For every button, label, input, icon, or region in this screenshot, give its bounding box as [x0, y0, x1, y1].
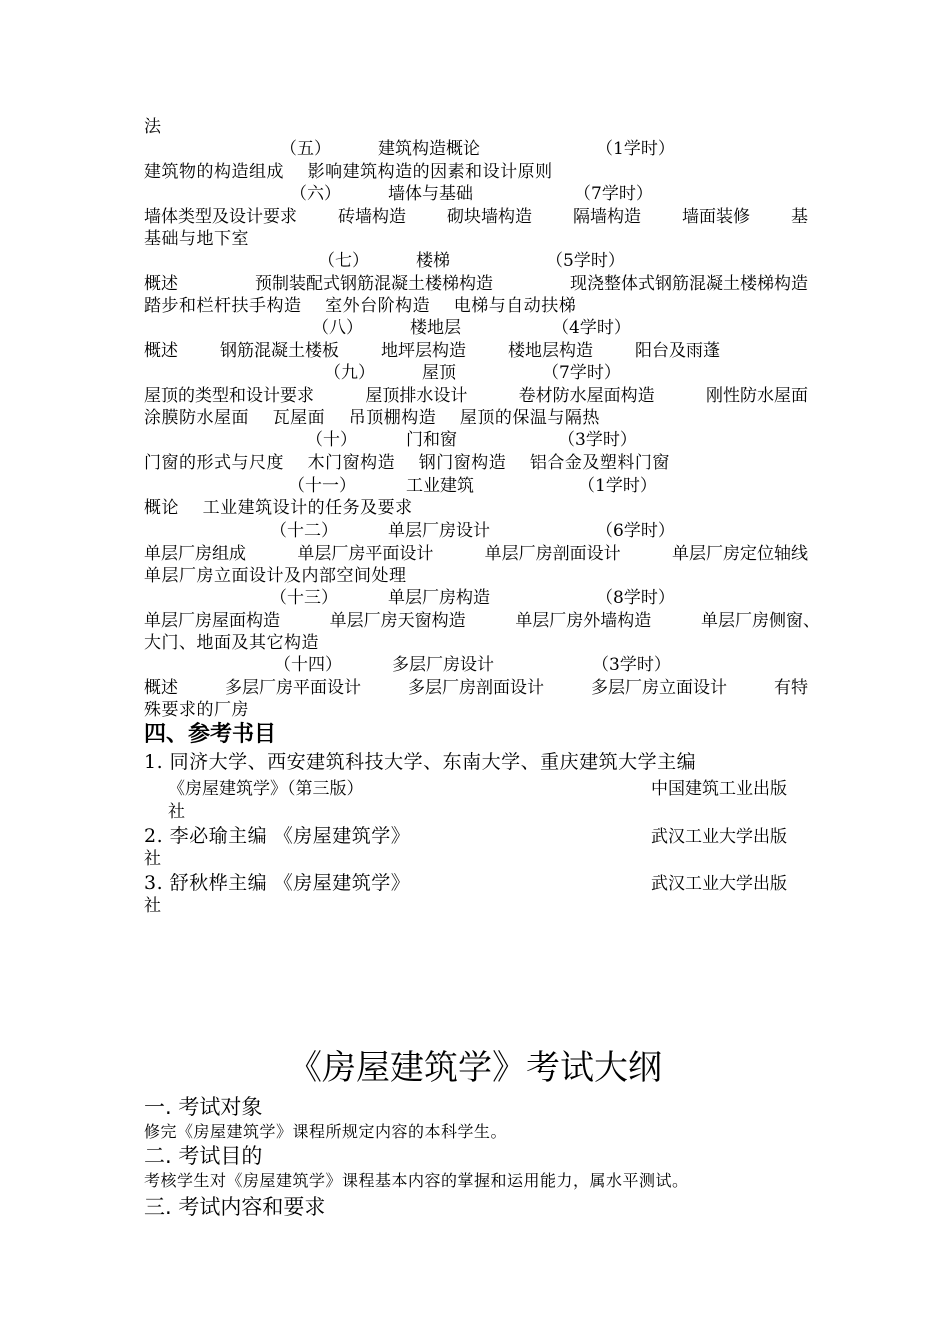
chapter-heading	[0, 520, 950, 542]
topic-row	[144, 206, 808, 228]
chapter-number: （六）	[290, 184, 341, 204]
reference-3: 3. 舒秋桦主编 《房屋建筑学》	[144, 872, 411, 894]
chapter-hours: （8学时）	[596, 588, 675, 608]
topic: 墙面装修	[682, 207, 750, 227]
topic: 单层厂房侧窗、	[700, 611, 820, 631]
chapter-hours: （1学时）	[578, 476, 657, 496]
chapter-name: 门和窗	[406, 430, 457, 450]
reference-1-publisher-tail: 社	[168, 802, 185, 822]
exam-section-1-text: 修完《房屋建筑学》课程所规定内容的本科学生。	[144, 1122, 508, 1141]
text-line: 基础与地下室	[144, 229, 249, 249]
topic: 概述	[144, 341, 178, 361]
chapter-heading	[0, 250, 950, 272]
chapter-number: （十四）	[274, 655, 342, 675]
topic: 单层厂房剖面设计	[484, 544, 621, 564]
chapter-number: （九）	[324, 363, 375, 383]
topic: 刚性防水屋面	[705, 386, 808, 406]
topic: 概述	[144, 274, 178, 294]
chapter-heading	[0, 475, 950, 497]
text-line: 踏步和栏杆扶手构造 室外台阶构造 电梯与自动扶梯	[144, 296, 577, 316]
topic: 单层厂房平面设计	[297, 544, 434, 564]
reference-2: 2. 李必瑜主编 《房屋建筑学》	[144, 825, 411, 847]
reference-3-publisher-tail: 社	[144, 896, 161, 916]
topic-row	[144, 543, 808, 565]
topic-row	[144, 677, 808, 699]
chapter-heading	[0, 362, 950, 384]
exam-section-1: 一. 考试对象	[144, 1095, 263, 1119]
chapter-hours: （3学时）	[558, 430, 637, 450]
topic: 单层厂房外墙构造	[515, 611, 652, 631]
reference-1-book: 《房屋建筑学》（第三版）	[168, 779, 364, 799]
topic: 单层厂房定位轴线	[671, 544, 808, 564]
topic: 阳台及雨蓬	[635, 341, 720, 361]
reference-3-publisher: 武汉工业大学出版	[651, 874, 787, 894]
chapter-heading	[0, 429, 950, 451]
text-line: 建筑物的构造组成 影响建筑构造的因素和设计原则	[144, 162, 553, 182]
topic: 多层厂房剖面设计	[408, 678, 544, 698]
chapter-hours: （7学时）	[542, 363, 621, 383]
exam-title: 《房屋建筑学》考试大纲	[288, 1048, 662, 1088]
chapter-number: （五）	[280, 139, 331, 159]
topic: 墙体类型及设计要求	[144, 207, 297, 227]
chapter-name: 楼梯	[416, 251, 450, 271]
chapter-heading	[0, 587, 950, 609]
text-line: 法	[144, 117, 162, 137]
reference-1-publisher: 中国建筑工业出版	[651, 779, 787, 799]
chapter-name: 楼地层	[410, 318, 461, 338]
chapter-hours: （6学时）	[596, 521, 675, 541]
chapter-name: 单层厂房构造	[388, 588, 490, 608]
chapter-heading	[0, 183, 950, 205]
chapter-number: （十一）	[288, 476, 356, 496]
topic: 多层厂房平面设计	[225, 678, 361, 698]
chapter-hours: （3学时）	[592, 655, 671, 675]
topic: 砖墙构造	[338, 207, 406, 227]
chapter-hours: （1学时）	[596, 139, 675, 159]
topic: 基	[791, 207, 808, 227]
text-line: 大门、地面及其它构造	[144, 633, 319, 653]
chapter-number: （十）	[306, 430, 357, 450]
exam-section-2: 二. 考试目的	[144, 1144, 263, 1168]
text-line: 涂膜防水屋面 瓦屋面 吊顶棚构造 屋顶的保温与隔热	[144, 408, 600, 428]
chapter-name: 墙体与基础	[388, 184, 473, 204]
topic: 屋顶排水设计	[365, 386, 468, 406]
topic-row	[144, 385, 808, 407]
topic: 现浇整体式钢筋混凝土楼梯构造	[570, 274, 808, 294]
chapter-number: （十二）	[270, 521, 338, 541]
chapter-hours: （4学时）	[552, 318, 631, 338]
section-heading-references: 四、参考书目	[144, 722, 277, 747]
topic: 砌块墙构造	[447, 207, 532, 227]
chapter-name: 多层厂房设计	[392, 655, 494, 675]
topic: 屋顶的类型和设计要求	[144, 386, 314, 406]
chapter-name: 建筑构造概论	[378, 139, 480, 159]
reference-2-publisher-tail: 社	[144, 849, 161, 869]
chapter-heading	[0, 654, 950, 676]
exam-section-3: 三. 考试内容和要求	[144, 1195, 326, 1219]
chapter-heading	[0, 138, 950, 160]
topic-row	[144, 610, 820, 632]
topic: 隔墙构造	[573, 207, 641, 227]
reference-1: 1. 同济大学、西安建筑科技大学、东南大学、重庆建筑大学主编	[144, 751, 697, 773]
topic: 单层厂房天窗构造	[329, 611, 466, 631]
topic: 预制装配式钢筋混凝土楼梯构造	[255, 274, 493, 294]
topic: 卷材防水屋面构造	[518, 386, 655, 406]
chapter-name: 单层厂房设计	[388, 521, 490, 541]
topic: 单层厂房屋面构造	[144, 611, 280, 631]
text-line: 殊要求的厂房	[144, 700, 249, 720]
chapter-hours: （7学时）	[574, 184, 653, 204]
topic: 概述	[144, 678, 178, 698]
chapter-name: 工业建筑	[406, 476, 474, 496]
topic: 钢筋混凝土楼板	[220, 341, 339, 361]
chapter-heading	[0, 317, 950, 339]
chapter-number: （七）	[318, 251, 369, 271]
text-line: 门窗的形式与尺度 木门窗构造 钢门窗构造 铝合金及塑料门窗	[144, 453, 670, 473]
topic-row	[144, 273, 808, 295]
topic: 有特	[774, 678, 808, 698]
topic-row	[144, 340, 720, 362]
topic: 单层厂房组成	[144, 544, 246, 564]
chapter-name: 屋顶	[422, 363, 456, 383]
text-line: 单层厂房立面设计及内部空间处理	[144, 566, 407, 586]
reference-2-publisher: 武汉工业大学出版	[651, 827, 787, 847]
chapter-hours: （5学时）	[546, 251, 625, 271]
topic: 多层厂房立面设计	[591, 678, 727, 698]
topic: 楼地层构造	[508, 341, 593, 361]
exam-section-2-text: 考核学生对《房屋建筑学》课程基本内容的掌握和运用能力，属水平测试。	[144, 1171, 689, 1190]
text-line: 概论 工业建筑设计的任务及要求	[144, 498, 413, 518]
chapter-number: （八）	[312, 318, 363, 338]
chapter-number: （十三）	[270, 588, 338, 608]
topic: 地坪层构造	[381, 341, 466, 361]
